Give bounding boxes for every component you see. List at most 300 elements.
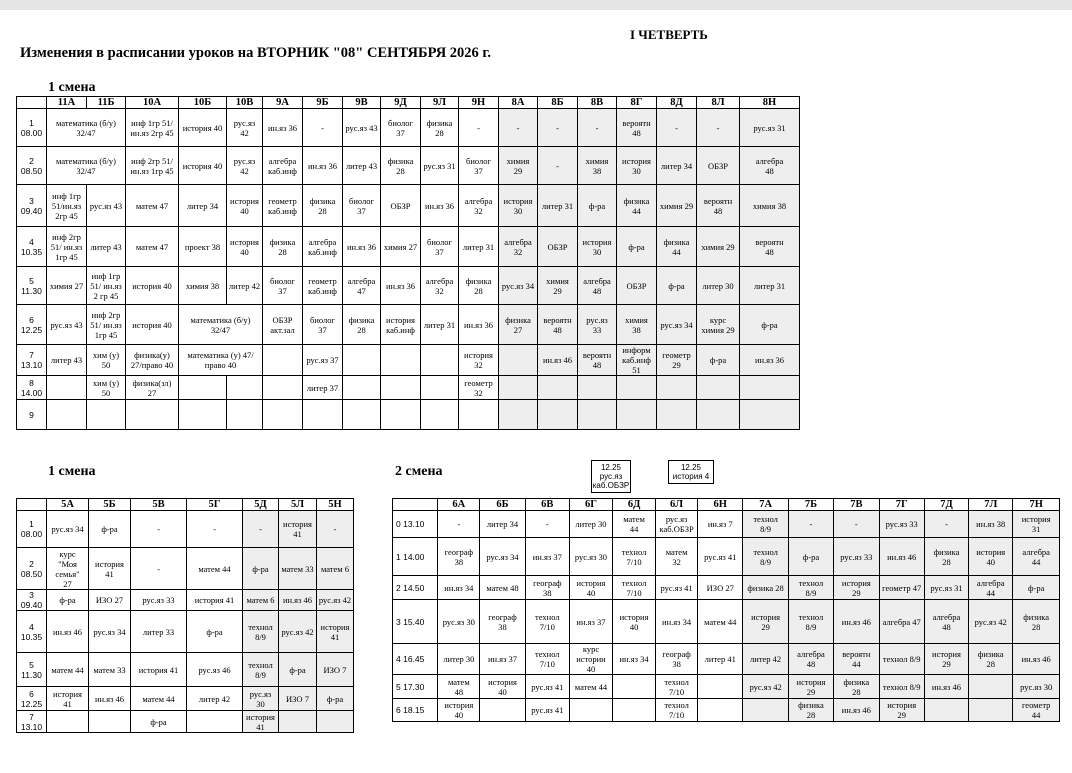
schedule-cell: ин.яз 36: [263, 109, 303, 147]
table-row: [393, 600, 1060, 644]
schedule-cell: химия 38: [179, 267, 227, 305]
schedule-cell: [578, 376, 617, 400]
schedule-cell: физика 28: [834, 675, 879, 699]
lesson-time: 5 11.30: [17, 267, 47, 305]
table-grades-8-11: [16, 96, 800, 430]
schedule-cell: рус.яз 41: [525, 699, 569, 722]
schedule-cell: рус.яз 30: [569, 538, 612, 576]
schedule-cell: ф-ра: [89, 511, 131, 548]
schedule-cell: [179, 400, 227, 430]
schedule-cell: [317, 711, 354, 733]
schedule-cell: [381, 376, 421, 400]
schedule-cell: алгебра 32: [459, 185, 499, 227]
schedule-cell: история 30: [499, 185, 538, 227]
schedule-cell: алгебра каб.инф: [303, 227, 343, 267]
schedule-cell: -: [788, 511, 833, 538]
schedule-cell: -: [657, 109, 697, 147]
schedule-cell: литер 41: [698, 644, 743, 675]
schedule-cell: физика 44: [657, 227, 697, 267]
schedule-cell: рус.яз 31: [740, 109, 800, 147]
schedule-cell: литер 42: [227, 267, 263, 305]
schedule-cell: рус.яз 33: [131, 590, 187, 611]
schedule-cell: ин.яз 46: [538, 345, 578, 376]
column-header: 8Н: [740, 97, 800, 109]
lesson-time: 3 09.40: [17, 590, 47, 611]
schedule-cell: история 40: [969, 538, 1013, 576]
table-row: [17, 345, 800, 376]
schedule-cell: ИЗО 7: [317, 653, 354, 687]
schedule-cell: [499, 400, 538, 430]
schedule-cell: ОБЗР: [697, 147, 740, 185]
schedule-cell: матем 48: [438, 675, 480, 699]
schedule-cell: история 40: [438, 699, 480, 722]
schedule-cell: матем 48: [480, 576, 525, 600]
schedule-cell: физика 28: [459, 267, 499, 305]
top-bar: [0, 0, 1072, 10]
schedule-cell: ф-ра: [187, 611, 243, 653]
schedule-cell: хим (у) 50: [87, 345, 126, 376]
schedule-cell: физика 28: [343, 305, 381, 345]
schedule-cell: географ 38: [525, 576, 569, 600]
schedule-cell: [227, 376, 263, 400]
schedule-cell: ин.яз 36: [740, 345, 800, 376]
schedule-cell: вероятн 48: [740, 227, 800, 267]
schedule-cell: [740, 400, 800, 430]
column-header: 8Д: [657, 97, 697, 109]
schedule-cell: литер 31: [459, 227, 499, 267]
schedule-cell: [459, 400, 499, 430]
lesson-time: 5 11.30: [17, 653, 47, 687]
schedule-cell: матем 33: [279, 548, 317, 590]
schedule-cell: литер 43: [47, 345, 87, 376]
schedule-cell: ин.яз 46: [879, 538, 924, 576]
schedule-cell: ОБЗР акт.зал: [263, 305, 303, 345]
schedule-cell: рус.яз 30: [438, 600, 480, 644]
schedule-cell: [480, 699, 525, 722]
schedule-cell: ф-ра: [47, 590, 89, 611]
schedule-cell: [279, 711, 317, 733]
schedule-cell: инф 1гр 51/ин.яз 2гр 45: [47, 185, 87, 227]
schedule-cell: [499, 376, 538, 400]
schedule-cell: химия 29: [538, 267, 578, 305]
schedule-cell: [343, 400, 381, 430]
schedule-cell: матем 44: [131, 687, 187, 711]
column-header: 6А: [438, 499, 480, 511]
schedule-cell: [47, 400, 87, 430]
schedule-cell: -: [697, 109, 740, 147]
column-header: 8Л: [697, 97, 740, 109]
column-header: 6Л: [656, 499, 698, 511]
schedule-cell: матем 44: [698, 600, 743, 644]
schedule-cell: математика (б/у) 32/47: [47, 147, 126, 185]
schedule-cell: литер 43: [343, 147, 381, 185]
schedule-cell: рус.яз 42: [227, 109, 263, 147]
schedule-cell: алгебра 48: [740, 147, 800, 185]
schedule-cell: биолог 37: [381, 109, 421, 147]
schedule-cell: алгебра 48: [788, 644, 833, 675]
column-header: 8Б: [538, 97, 578, 109]
schedule-cell: технол 8/9: [788, 600, 833, 644]
schedule-cell: алгебра 47: [343, 267, 381, 305]
schedule-cell: матем 33: [89, 653, 131, 687]
schedule-cell: рус.яз 31: [421, 147, 459, 185]
schedule-cell: химия 38: [740, 185, 800, 227]
schedule-cell: [657, 400, 697, 430]
schedule-cell: -: [438, 511, 480, 538]
column-header: 7Д: [924, 499, 968, 511]
schedule-cell: [538, 400, 578, 430]
schedule-cell: [343, 345, 381, 376]
schedule-cell: [969, 675, 1013, 699]
schedule-cell: ин.яз 36: [459, 305, 499, 345]
schedule-cell: алгебра 48: [924, 600, 968, 644]
schedule-cell: история 40: [179, 109, 227, 147]
schedule-cell: матем 47: [126, 185, 179, 227]
schedule-cell: [87, 400, 126, 430]
schedule-cell: химия 27: [381, 227, 421, 267]
schedule-cell: технол 8/9: [243, 653, 279, 687]
schedule-cell: географ 38: [480, 600, 525, 644]
schedule-cell: физика 28: [421, 109, 459, 147]
schedule-cell: химия 38: [578, 147, 617, 185]
schedule-cell: ин.яз 34: [613, 644, 656, 675]
schedule-cell: ин.яз 34: [656, 600, 698, 644]
shift2-title: 2 смена: [395, 464, 443, 479]
table-row: [393, 699, 1060, 722]
table-row: [17, 511, 354, 548]
schedule-cell: [421, 400, 459, 430]
column-header: 7В: [834, 499, 879, 511]
column-header: 9Д: [381, 97, 421, 109]
schedule-cell: физика 28: [263, 227, 303, 267]
schedule-cell: [263, 376, 303, 400]
schedule-cell: технол 7/10: [656, 699, 698, 722]
lesson-time: 6 12.25: [17, 687, 47, 711]
schedule-cell: ин.яз 38: [969, 511, 1013, 538]
schedule-cell: ф-ра: [131, 711, 187, 733]
table-row: [393, 511, 1060, 538]
schedule-cell: химия 27: [47, 267, 87, 305]
schedule-cell: -: [525, 511, 569, 538]
schedule-cell: история 29: [788, 675, 833, 699]
schedule-cell: физика 44: [617, 185, 657, 227]
schedule-cell: ф-ра: [243, 548, 279, 590]
schedule-cell: история 30: [617, 147, 657, 185]
schedule-cell: ин.яз 36: [381, 267, 421, 305]
schedule-cell: ин.яз 37: [525, 538, 569, 576]
table-row: [17, 590, 354, 611]
schedule-cell: история 32: [459, 345, 499, 376]
schedule-cell: геометр 32: [459, 376, 499, 400]
schedule-cell: [421, 345, 459, 376]
lesson-time: 1 08.00: [17, 109, 47, 147]
column-header: [17, 499, 47, 511]
schedule-cell: -: [924, 511, 968, 538]
column-header: 8В: [578, 97, 617, 109]
schedule-cell: [421, 376, 459, 400]
schedule-cell: рус.яз 43: [47, 305, 87, 345]
schedule-cell: ф-ра: [279, 653, 317, 687]
table-row: [17, 147, 800, 185]
schedule-cell: [227, 400, 263, 430]
schedule-cell: алгебра 32: [421, 267, 459, 305]
schedule-cell: матем 44: [47, 653, 89, 687]
schedule-cell: технол 7/10: [525, 600, 569, 644]
schedule-cell: рус.яз 43: [343, 109, 381, 147]
schedule-cell: рус.яз 42: [969, 600, 1013, 644]
schedule-cell: технол 8/9: [243, 611, 279, 653]
column-header: 6Г: [569, 499, 612, 511]
column-header: 6Б: [480, 499, 525, 511]
lesson-time: 1 08.00: [17, 511, 47, 548]
schedule-cell: история 41: [243, 711, 279, 733]
schedule-cell: физика(зл) 27: [126, 376, 179, 400]
schedule-cell: вероятн 48: [538, 305, 578, 345]
schedule-cell: технол 7/10: [613, 576, 656, 600]
schedule-cell: математика (б/у) 32/47: [179, 305, 263, 345]
schedule-cell: рус.яз 33: [578, 305, 617, 345]
table-grades-6-7: [392, 498, 1060, 722]
column-header: 5А: [47, 499, 89, 511]
lesson-time: 7 13.10: [17, 345, 47, 376]
schedule-cell: [47, 376, 87, 400]
lesson-time: 1 14.00: [393, 538, 438, 576]
schedule-cell: химия 29: [499, 147, 538, 185]
schedule-cell: рус.яз 34: [47, 511, 89, 548]
schedule-cell: история 41: [131, 653, 187, 687]
schedule-cell: рус.яз 42: [743, 675, 788, 699]
schedule-cell: биолог 37: [263, 267, 303, 305]
column-header: 8Г: [617, 97, 657, 109]
schedule-cell: геометр 29: [657, 345, 697, 376]
schedule-cell: ин.яз 36: [343, 227, 381, 267]
schedule-cell: история 41: [89, 548, 131, 590]
schedule-cell: [657, 376, 697, 400]
schedule-cell: алгебра 48: [578, 267, 617, 305]
schedule-cell: рус.яз 37: [303, 345, 343, 376]
schedule-cell: рус.яз 30: [243, 687, 279, 711]
lesson-time: 4 16.45: [393, 644, 438, 675]
schedule-cell: [697, 400, 740, 430]
lesson-time: 4 10.35: [17, 227, 47, 267]
schedule-cell: математика (б/у) 32/47: [47, 109, 126, 147]
schedule-cell: информ каб.инф 51: [617, 345, 657, 376]
schedule-cell: рус.яз 34: [657, 305, 697, 345]
table-row: [393, 644, 1060, 675]
schedule-cell: [343, 376, 381, 400]
schedule-cell: -: [131, 511, 187, 548]
schedule-cell: [613, 699, 656, 722]
schedule-cell: ф-ра: [657, 267, 697, 305]
schedule-cell: ин.яз 7: [698, 511, 743, 538]
schedule-cell: ф-ра: [578, 185, 617, 227]
shift1b-title: 1 смена: [48, 464, 96, 479]
schedule-cell: географ 38: [438, 538, 480, 576]
schedule-cell: алгебра 44: [969, 576, 1013, 600]
table-row: [393, 675, 1060, 699]
schedule-cell: рус.яз 41: [656, 576, 698, 600]
schedule-cell: матем 6: [243, 590, 279, 611]
schedule-cell: ОБЗР: [381, 185, 421, 227]
schedule-cell: ин.яз 46: [834, 600, 879, 644]
column-header: 6Д: [613, 499, 656, 511]
schedule-cell: алгебра каб.инф: [263, 147, 303, 185]
column-header: 10В: [227, 97, 263, 109]
schedule-cell: [47, 711, 89, 733]
schedule-cell: литер 31: [538, 185, 578, 227]
lesson-time: 8 14.00: [17, 376, 47, 400]
column-header: 9Л: [421, 97, 459, 109]
schedule-cell: [89, 711, 131, 733]
schedule-cell: литер 30: [438, 644, 480, 675]
column-header: 9Б: [303, 97, 343, 109]
schedule-cell: матем 6: [317, 548, 354, 590]
schedule-cell: литер 42: [743, 644, 788, 675]
schedule-cell: -: [303, 109, 343, 147]
column-header: 7Н: [1013, 499, 1060, 511]
schedule-cell: рус.яз 41: [698, 538, 743, 576]
schedule-cell: геометр 47: [879, 576, 924, 600]
note-6n: 12.25 история 4: [668, 460, 714, 484]
schedule-cell: история 40: [569, 576, 612, 600]
note-6d: 12.25 рус.яз каб.ОБЗР: [591, 460, 631, 493]
table-row: [17, 548, 354, 590]
schedule-cell: курс "Моя семья" 27: [47, 548, 89, 590]
schedule-cell: ф-ра: [617, 227, 657, 267]
schedule-cell: [698, 675, 743, 699]
schedule-cell: биолог 37: [459, 147, 499, 185]
schedule-cell: технол 7/10: [656, 675, 698, 699]
schedule-cell: история 40: [613, 600, 656, 644]
schedule-cell: ин.яз 46: [47, 611, 89, 653]
lesson-time: 9: [17, 400, 47, 430]
schedule-cell: история 31: [1013, 511, 1060, 538]
schedule-cell: ин.яз 46: [89, 687, 131, 711]
schedule-cell: -: [187, 511, 243, 548]
schedule-cell: рус.яз каб.ОБЗР: [656, 511, 698, 538]
schedule-cell: вероятн 44: [834, 644, 879, 675]
schedule-cell: история 41: [279, 511, 317, 548]
column-header: 7Б: [788, 499, 833, 511]
lesson-time: 5 17.30: [393, 675, 438, 699]
column-header: 5В: [131, 499, 187, 511]
schedule-cell: алгебра 32: [499, 227, 538, 267]
schedule-cell: физика 27: [499, 305, 538, 345]
lesson-time: 6 18.15: [393, 699, 438, 722]
lesson-time: 0 13.10: [393, 511, 438, 538]
schedule-cell: история 40: [126, 267, 179, 305]
schedule-cell: литер 31: [740, 267, 800, 305]
schedule-cell: ин.яз 46: [1013, 644, 1060, 675]
column-header: 7Г: [879, 499, 924, 511]
schedule-cell: [187, 711, 243, 733]
schedule-cell: физика 28: [788, 699, 833, 722]
schedule-cell: литер 34: [179, 185, 227, 227]
column-header: 5Д: [243, 499, 279, 511]
table-row: [17, 109, 800, 147]
lesson-time: 4 10.35: [17, 611, 47, 653]
table-row: [17, 611, 354, 653]
schedule-cell: история 40: [480, 675, 525, 699]
schedule-cell: литер 43: [87, 227, 126, 267]
schedule-cell: литер 31: [421, 305, 459, 345]
schedule-cell: физика 28: [743, 576, 788, 600]
schedule-cell: рус.яз 43: [87, 185, 126, 227]
schedule-cell: геометр каб.инф: [263, 185, 303, 227]
schedule-cell: история 29: [879, 699, 924, 722]
schedule-cell: инф 1гр 51/ ин.яз 2 гр 45: [87, 267, 126, 305]
schedule-cell: -: [459, 109, 499, 147]
schedule-cell: -: [578, 109, 617, 147]
column-header: 10Б: [179, 97, 227, 109]
schedule-cell: ин.яз 37: [480, 644, 525, 675]
schedule-cell: технол 7/10: [525, 644, 569, 675]
schedule-cell: ИЗО 7: [279, 687, 317, 711]
lesson-time: 2 14.50: [393, 576, 438, 600]
schedule-cell: [263, 345, 303, 376]
schedule-cell: литер 30: [569, 511, 612, 538]
schedule-cell: [617, 400, 657, 430]
schedule-cell: литер 34: [657, 147, 697, 185]
column-header: 9В: [343, 97, 381, 109]
schedule-cell: химия 29: [657, 185, 697, 227]
schedule-cell: матем 44: [187, 548, 243, 590]
schedule-cell: рус.яз 34: [499, 267, 538, 305]
schedule-cell: геометр 44: [1013, 699, 1060, 722]
schedule-cell: история 40: [227, 227, 263, 267]
schedule-cell: технол 8/9: [743, 538, 788, 576]
schedule-cell: история 40: [126, 305, 179, 345]
column-header: 10А: [126, 97, 179, 109]
schedule-cell: технол 8/9: [788, 576, 833, 600]
column-header: 7Л: [969, 499, 1013, 511]
schedule-cell: литер 34: [480, 511, 525, 538]
schedule-cell: биолог 37: [421, 227, 459, 267]
schedule-cell: проект 38: [179, 227, 227, 267]
schedule-cell: [538, 376, 578, 400]
schedule-cell: ин.яз 46: [924, 675, 968, 699]
schedule-cell: [381, 345, 421, 376]
column-header: 5Б: [89, 499, 131, 511]
schedule-cell: [126, 400, 179, 430]
schedule-cell: биолог 37: [343, 185, 381, 227]
schedule-cell: инф 2гр 51/ ин.яз 1гр 45: [126, 147, 179, 185]
schedule-cell: вероятн 48: [697, 185, 740, 227]
schedule-cell: матем 44: [613, 511, 656, 538]
schedule-cell: физика 28: [924, 538, 968, 576]
schedule-cell: рус.яз 33: [834, 538, 879, 576]
column-header: 5Н: [317, 499, 354, 511]
schedule-cell: курс истории 40: [569, 644, 612, 675]
schedule-cell: [697, 376, 740, 400]
column-header: [17, 97, 47, 109]
schedule-cell: [569, 699, 612, 722]
schedule-cell: литер 30: [697, 267, 740, 305]
column-header: 5Г: [187, 499, 243, 511]
schedule-cell: ОБЗР: [538, 227, 578, 267]
schedule-cell: [613, 675, 656, 699]
schedule-cell: [578, 400, 617, 430]
schedule-cell: инф 1гр 51/ ин.яз 2гр 45: [126, 109, 179, 147]
schedule-cell: химия 38: [617, 305, 657, 345]
column-header: 11Б: [87, 97, 126, 109]
column-header: 9Н: [459, 97, 499, 109]
schedule-cell: инф 2гр 51/ ин.яз 1гр 45: [87, 305, 126, 345]
schedule-cell: биолог 37: [303, 305, 343, 345]
lesson-time: 3 09.40: [17, 185, 47, 227]
schedule-cell: географ 38: [656, 644, 698, 675]
schedule-cell: история 30: [578, 227, 617, 267]
